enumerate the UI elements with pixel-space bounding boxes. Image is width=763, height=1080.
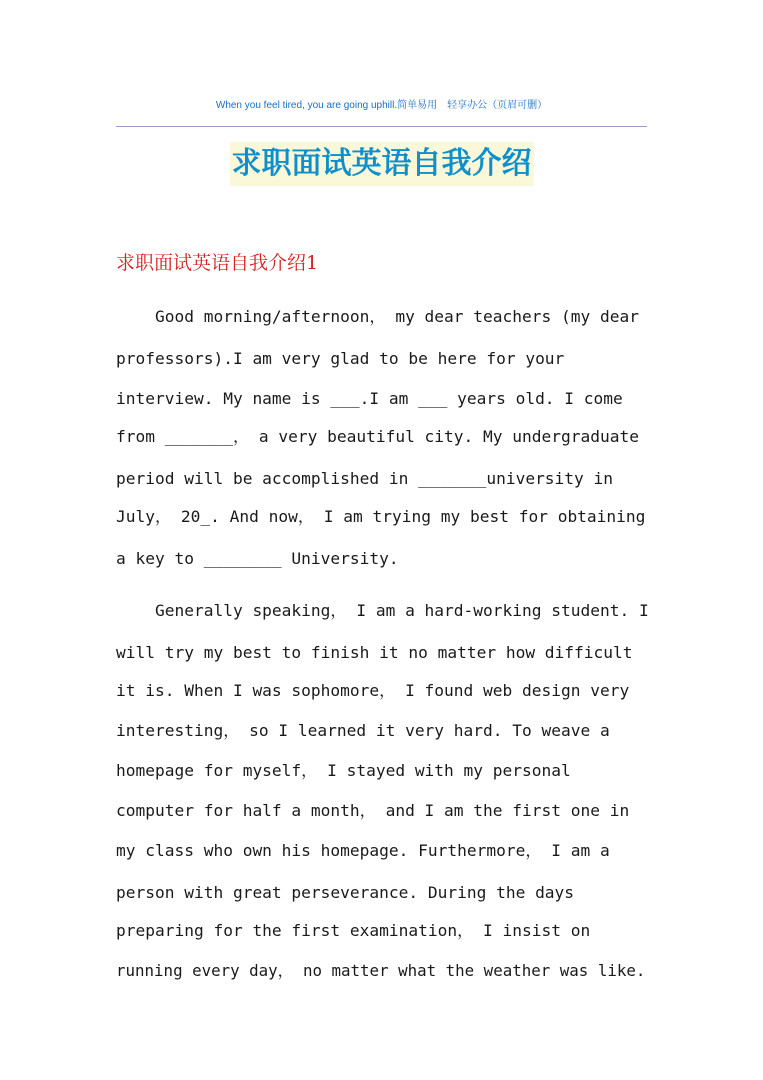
paragraph2-line: preparing for the first examination， I insist on — [116, 921, 591, 940]
header-motto: When you feel tired, you are going uphill. — [215, 100, 398, 111]
paragraph2-line: will try my best to finish it no matter how difficult — [116, 643, 633, 662]
paragraph1-line: a key to ________ University. — [116, 549, 399, 568]
paragraph1-line: from _______， a very beautiful city. My undergraduate — [116, 427, 639, 446]
paragraph2-line: my class who own his homepage. Furthermore， I am a — [116, 841, 610, 860]
page-header — [116, 96, 647, 111]
paragraph2-line: person with great perseverance. During the days — [116, 883, 575, 902]
paragraph1-line: interview. My name is ___.I am ___ years old. I come — [116, 389, 623, 408]
paragraph2-line: interesting， so I learned it very hard. To weave a — [116, 721, 610, 740]
title-container — [0, 142, 763, 186]
paragraph2-line: Generally speaking， I am a hard-working student. I — [116, 601, 649, 620]
paragraph2-line: running every day， no matter what the weather was like. — [116, 961, 646, 980]
section-heading: 求职面试英语自我介绍1 — [116, 252, 319, 274]
paragraph2-line: computer for half a month， and I am the first one in — [116, 801, 630, 820]
document-title: 求职面试英语自我介绍 — [230, 142, 534, 186]
header-divider — [116, 126, 647, 127]
paragraph1-line: July， 20_. And now， I am trying my best for obtaining — [116, 507, 646, 526]
paragraph2-line: it is. When I was sophomore， I found web design very — [116, 681, 630, 700]
paragraph1-line: Good morning/afternoon， my dear teachers (my dear — [116, 307, 639, 326]
header-tagline: 简单易用 轻享办公（页眉可删） — [397, 100, 548, 111]
paragraph1-line: period will be accomplished in _______university in — [116, 469, 614, 488]
paragraph1-line: professors).I am very glad to be here for your — [116, 349, 565, 368]
paragraph2-line: homepage for myself， I stayed with my personal — [116, 761, 571, 780]
